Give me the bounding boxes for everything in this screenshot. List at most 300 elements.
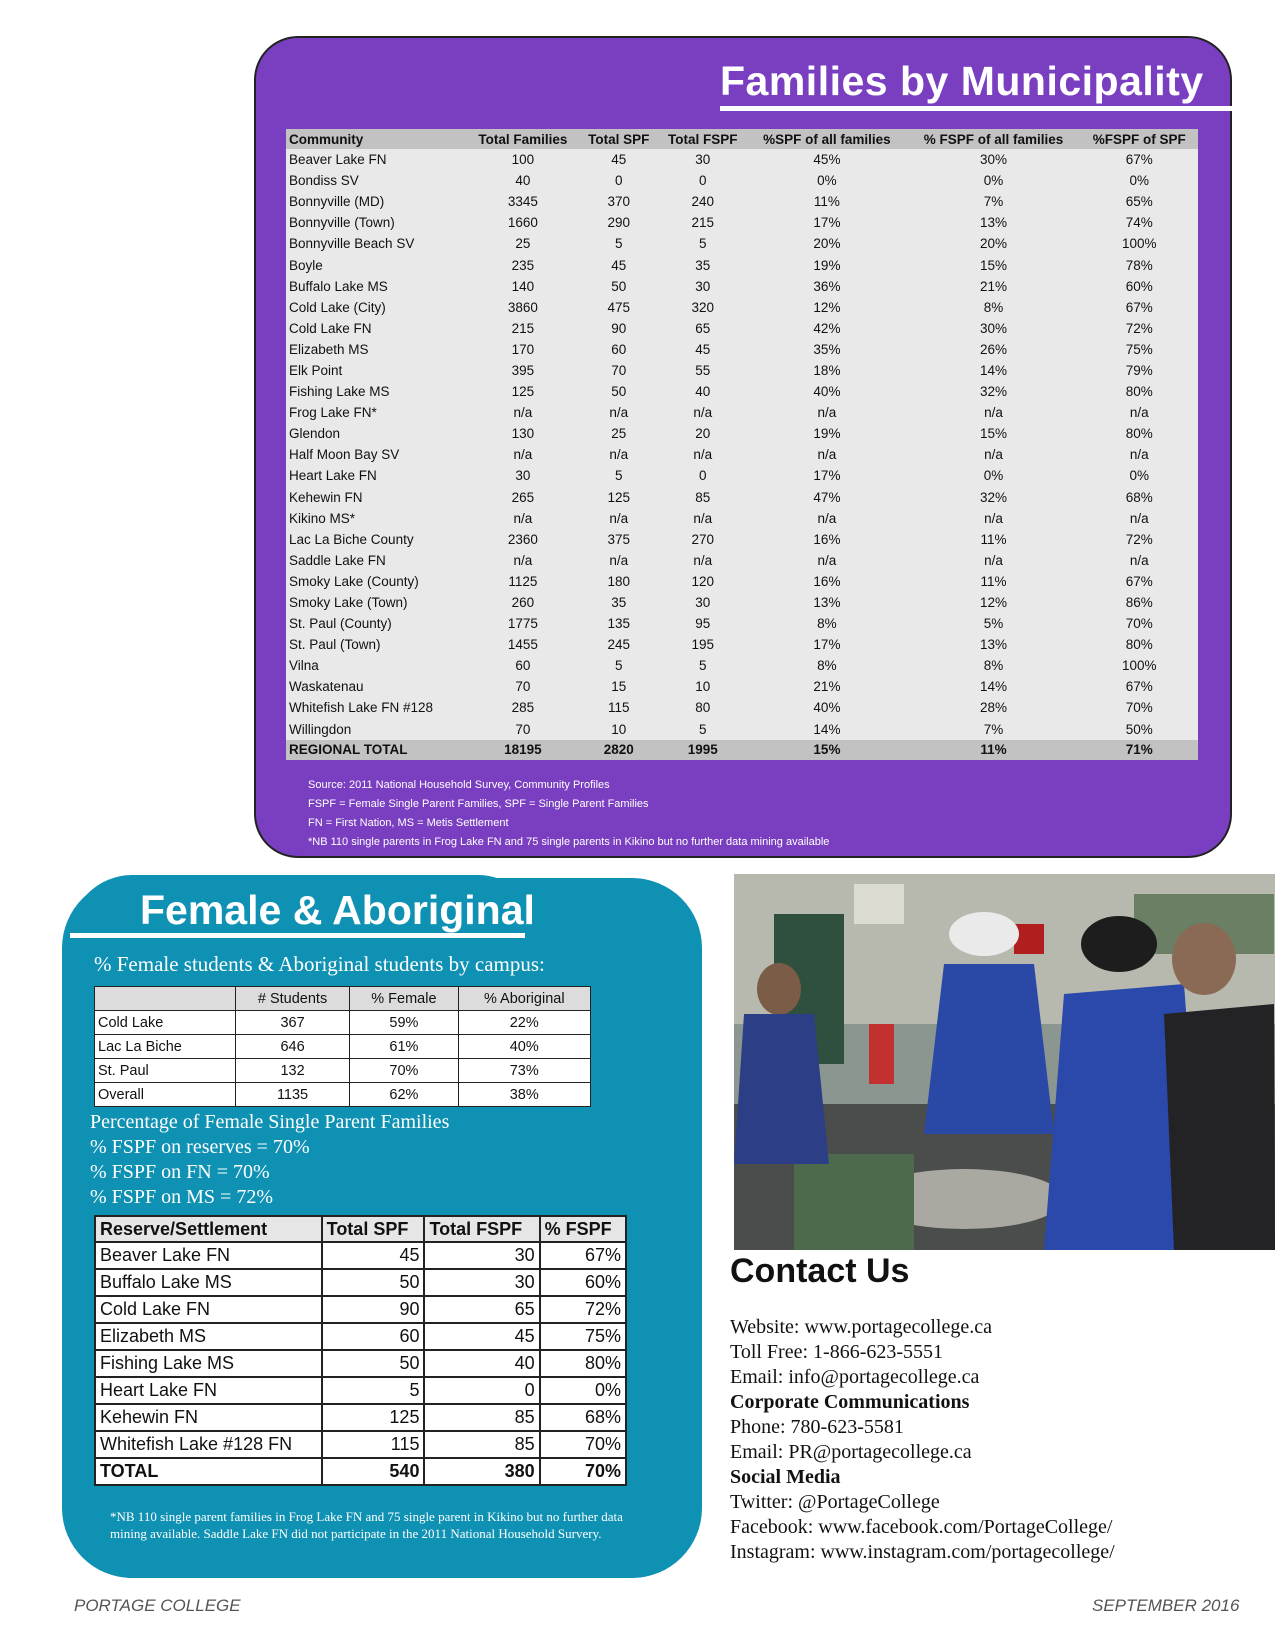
- municipality-cell: 240: [691, 194, 715, 210]
- municipality-cell: 265: [511, 489, 535, 505]
- municipality-cell: 70%: [1125, 700, 1153, 716]
- municipality-cell: Elk Point: [289, 362, 343, 378]
- municipality-cell: 14%: [813, 721, 841, 737]
- municipality-cell: 68%: [1125, 489, 1153, 505]
- municipality-row: [286, 719, 1198, 740]
- reserve-cell: 45: [322, 1242, 425, 1269]
- reserve-total-cell: TOTAL: [95, 1458, 322, 1485]
- municipality-cell: St. Paul (County): [289, 616, 392, 632]
- municipality-cell: 270: [691, 531, 715, 547]
- municipality-cell: 30: [695, 152, 711, 168]
- municipality-cell: 1125: [508, 573, 538, 589]
- municipality-total-cell: 1995: [658, 740, 747, 760]
- municipality-cell: 70%: [1125, 616, 1153, 632]
- municipality-cell: 5: [699, 236, 707, 252]
- municipality-cell: 78%: [1125, 257, 1153, 273]
- municipality-cell: n/a: [1129, 552, 1149, 568]
- municipality-cell: 19%: [813, 426, 841, 442]
- reserve-cell: 80%: [540, 1350, 626, 1377]
- municipality-title: Families by Municipality: [720, 58, 1204, 104]
- municipality-row: [286, 423, 1198, 444]
- reserve-cell: 70%: [540, 1431, 626, 1458]
- contact-us-title: Contact Us: [730, 1252, 910, 1290]
- municipality-cell: 65%: [1125, 194, 1153, 210]
- reserve-total-cell: 70%: [540, 1458, 626, 1485]
- municipality-cell: 28%: [980, 700, 1008, 716]
- reserve-cell: 0: [424, 1377, 539, 1404]
- campus-header-cell: # Students: [235, 987, 350, 1011]
- note-fn-ms-definition: FN = First Nation, MS = Metis Settlement: [308, 817, 509, 829]
- municipality-header-cell: %SPF of all families: [747, 129, 906, 149]
- municipality-cell: Bonnyville Beach SV: [289, 236, 415, 252]
- municipality-row: [286, 655, 1198, 676]
- twitter-handle[interactable]: Twitter: @PortageCollege: [730, 1491, 940, 1513]
- contact-email[interactable]: Email: info@portagecollege.ca: [730, 1366, 980, 1388]
- municipality-row: [286, 381, 1198, 402]
- municipality-total-row: [286, 740, 1198, 760]
- municipality-cell: 20%: [980, 236, 1008, 252]
- municipality-total-cell: 11%: [907, 740, 1081, 760]
- reserve-row: [95, 1431, 626, 1458]
- municipality-cell: 67%: [1125, 299, 1153, 315]
- campus-table-body: [95, 1011, 591, 1107]
- social-media-heading: Social Media: [730, 1466, 841, 1488]
- corporate-communications-heading: Corporate Communications: [730, 1391, 970, 1413]
- municipality-cell: 290: [607, 215, 630, 231]
- municipality-cell: 5: [699, 721, 707, 737]
- municipality-cell: 16%: [813, 573, 841, 589]
- reserve-cell: 90: [322, 1296, 425, 1323]
- municipality-row: [286, 634, 1198, 655]
- municipality-cell: 30%: [980, 152, 1008, 168]
- campus-cell: 22%: [458, 1011, 591, 1035]
- campus-cell: 59%: [350, 1011, 458, 1035]
- campus-cell: 38%: [458, 1083, 591, 1107]
- municipality-cell: 375: [607, 531, 630, 547]
- municipality-cell: Frog Lake FN*: [289, 405, 377, 421]
- reserve-row: [95, 1296, 626, 1323]
- municipality-cell: Cold Lake (City): [289, 299, 386, 315]
- reserve-cell: Kehewin FN: [95, 1404, 322, 1431]
- campus-cell: 1135: [235, 1083, 350, 1107]
- municipality-cell: 45: [611, 152, 627, 168]
- municipality-cell: 7%: [983, 194, 1004, 210]
- contact-toll-free: Toll Free: 1-866-623-5551: [730, 1341, 944, 1363]
- reserve-total-row: [95, 1458, 626, 1485]
- campus-cell: 73%: [458, 1059, 591, 1083]
- municipality-cell: 72%: [1125, 531, 1153, 547]
- municipality-cell: 80: [695, 700, 711, 716]
- municipality-row: [286, 444, 1198, 465]
- municipality-cell: 10: [611, 721, 627, 737]
- municipality-cell: Whitefish Lake FN #128: [289, 700, 434, 716]
- municipality-cell: 11%: [813, 194, 840, 210]
- municipality-total-cell: REGIONAL TOTAL: [286, 740, 467, 760]
- municipality-table-body: [286, 149, 1198, 760]
- campus-cell: St. Paul: [95, 1059, 236, 1083]
- municipality-cell: 50: [611, 278, 627, 294]
- campus-row: [95, 1059, 591, 1083]
- reserve-header-cell: Reserve/Settlement: [95, 1216, 322, 1242]
- municipality-cell: 5%: [983, 616, 1004, 632]
- municipality-cell: 70: [515, 679, 531, 695]
- female-aboriginal-title-underline: [70, 933, 525, 938]
- reserve-cell: Fishing Lake MS: [95, 1350, 322, 1377]
- municipality-cell: 15%: [980, 426, 1008, 442]
- municipality-cell: 74%: [1125, 215, 1153, 231]
- reserve-row: [95, 1377, 626, 1404]
- municipality-cell: n/a: [609, 447, 629, 463]
- reserve-cell: Beaver Lake FN: [95, 1242, 322, 1269]
- municipality-cell: 0%: [1129, 173, 1149, 189]
- municipality-cell: 75%: [1125, 341, 1153, 357]
- municipality-cell: Cold Lake FN: [289, 320, 372, 336]
- workshop-photo-illustration: [734, 874, 1275, 1250]
- municipality-cell: n/a: [609, 510, 629, 526]
- municipality-cell: 5: [699, 658, 707, 674]
- reserve-cell: 60%: [540, 1269, 626, 1296]
- municipality-row: [286, 508, 1198, 529]
- municipality-cell: 40: [515, 173, 531, 189]
- municipality-cell: 0%: [983, 468, 1004, 484]
- municipality-cell: 17%: [813, 215, 841, 231]
- note-source: Source: 2011 National Household Survey, Community Profiles: [308, 779, 610, 791]
- municipality-cell: 70: [611, 362, 627, 378]
- reserve-cell: 72%: [540, 1296, 626, 1323]
- municipality-row: [286, 170, 1198, 191]
- municipality-cell: 125: [607, 489, 630, 505]
- reserve-cell: 67%: [540, 1242, 626, 1269]
- reserve-cell: 50: [322, 1350, 425, 1377]
- municipality-cell: 180: [607, 573, 630, 589]
- municipality-cell: 170: [511, 341, 535, 357]
- municipality-cell: 13%: [980, 637, 1008, 653]
- fspf-heading: Percentage of Female Single Parent Families: [90, 1111, 450, 1133]
- municipality-cell: 79%: [1125, 362, 1153, 378]
- footer-organization: PORTAGE COLLEGE: [74, 1596, 241, 1615]
- reserve-cell: Cold Lake FN: [95, 1296, 322, 1323]
- municipality-cell: Bonnyville (Town): [289, 215, 395, 231]
- fspf-percentages: [90, 1110, 449, 1210]
- municipality-cell: Bondiss SV: [289, 173, 359, 189]
- municipality-cell: 100: [511, 152, 535, 168]
- municipality-cell: 0%: [983, 173, 1004, 189]
- contact-website[interactable]: Website: www.portagecollege.ca: [730, 1316, 992, 1338]
- municipality-cell: 26%: [980, 341, 1008, 357]
- municipality-cell: 1455: [507, 637, 538, 653]
- municipality-cell: n/a: [513, 447, 533, 463]
- municipality-cell: 130: [511, 426, 535, 442]
- municipality-cell: Fishing Lake MS: [289, 384, 390, 400]
- corporate-email[interactable]: Email: PR@portagecollege.ca: [730, 1441, 972, 1463]
- municipality-cell: 60: [611, 341, 627, 357]
- municipality-title-underline: [720, 106, 1235, 111]
- municipality-cell: n/a: [817, 447, 837, 463]
- municipality-row: [286, 676, 1198, 697]
- municipality-cell: 11%: [980, 573, 1007, 589]
- municipality-cell: 25: [515, 236, 531, 252]
- female-aboriginal-title: Female & Aboriginal: [140, 887, 535, 933]
- municipality-cell: 125: [511, 384, 535, 400]
- municipality-cell: 42%: [813, 320, 841, 336]
- municipality-cell: n/a: [693, 552, 713, 568]
- municipality-cell: Bonnyville (MD): [289, 194, 385, 210]
- footer-date: SEPTEMBER 2016: [1092, 1596, 1240, 1615]
- municipality-cell: 35: [611, 595, 627, 611]
- municipality-row: [286, 149, 1198, 170]
- municipality-cell: 80%: [1125, 426, 1153, 442]
- municipality-cell: 36%: [813, 278, 841, 294]
- municipality-row: [286, 592, 1198, 613]
- facebook-link[interactable]: Facebook: www.facebook.com/PortageCollege/: [730, 1516, 1113, 1538]
- municipality-cell: n/a: [817, 405, 837, 421]
- municipality-row: [286, 529, 1198, 550]
- municipality-cell: 13%: [813, 595, 841, 611]
- reserve-header-cell: Total FSPF: [424, 1216, 539, 1242]
- municipality-cell: n/a: [609, 405, 629, 421]
- municipality-row: [286, 571, 1198, 592]
- reserve-cell: Whitefish Lake #128 FN: [95, 1431, 322, 1458]
- municipality-cell: 80%: [1125, 384, 1153, 400]
- municipality-cell: 320: [691, 299, 715, 315]
- municipality-cell: 95: [695, 616, 711, 632]
- municipality-cell: 67%: [1125, 679, 1153, 695]
- reserve-table-body: [95, 1242, 626, 1485]
- municipality-cell: Boyle: [289, 257, 323, 273]
- municipality-cell: n/a: [817, 552, 837, 568]
- municipality-table: [286, 129, 1198, 760]
- reserve-total-cell: 540: [322, 1458, 425, 1485]
- municipality-cell: 14%: [980, 362, 1008, 378]
- municipality-cell: 1660: [507, 215, 538, 231]
- municipality-cell: 20: [695, 426, 711, 442]
- municipality-cell: Kikino MS*: [289, 510, 356, 526]
- fspf-ms: % FSPF on MS = 72%: [90, 1186, 273, 1208]
- municipality-row: [286, 402, 1198, 423]
- reserve-cell: 65: [424, 1296, 539, 1323]
- municipality-cell: n/a: [513, 510, 533, 526]
- municipality-cell: Smoky Lake (Town): [289, 595, 408, 611]
- reserve-cell: 115: [322, 1431, 425, 1458]
- reserve-row: [95, 1323, 626, 1350]
- municipality-cell: 35%: [813, 341, 841, 357]
- municipality-cell: 115: [607, 700, 630, 716]
- note-fspf-definition: FSPF = Female Single Parent Families, SPF = Single Parent Families: [308, 798, 649, 810]
- municipality-total-cell: 2820: [579, 740, 658, 760]
- municipality-cell: 16%: [813, 531, 841, 547]
- municipality-header-cell: % FSPF of all families: [907, 129, 1081, 149]
- municipality-cell: Half Moon Bay SV: [289, 447, 400, 463]
- reserve-cell: Buffalo Lake MS: [95, 1269, 322, 1296]
- campus-row: [95, 1035, 591, 1059]
- municipality-cell: 5: [614, 658, 623, 674]
- municipality-cell: Elizabeth MS: [289, 341, 369, 357]
- municipality-cell: 60%: [1125, 278, 1153, 294]
- municipality-row: [286, 360, 1198, 381]
- campus-cell: Lac La Biche: [95, 1035, 236, 1059]
- reserve-cell: 50: [322, 1269, 425, 1296]
- campus-row: [95, 1011, 591, 1035]
- municipality-row: [286, 233, 1198, 254]
- municipality-cell: n/a: [693, 447, 713, 463]
- municipality-cell: 30: [695, 595, 711, 611]
- municipality-cell: Vilna: [289, 658, 319, 674]
- municipality-cell: 55: [695, 362, 711, 378]
- municipality-cell: Lac La Biche County: [289, 531, 414, 547]
- municipality-cell: 285: [511, 700, 535, 716]
- municipality-cell: n/a: [984, 405, 1003, 421]
- reserve-settlement-table: [94, 1215, 627, 1486]
- municipality-cell: 50: [611, 384, 627, 400]
- municipality-cell: 30: [515, 468, 531, 484]
- campus-cell: 367: [235, 1011, 350, 1035]
- municipality-cell: 67%: [1125, 152, 1153, 168]
- municipality-cell: 0: [699, 468, 707, 484]
- municipality-cell: 215: [511, 320, 535, 336]
- municipality-cell: 2360: [507, 531, 538, 547]
- municipality-cell: Buffalo Lake MS: [289, 278, 388, 294]
- municipality-cell: 0: [699, 173, 707, 189]
- municipality-cell: 20%: [813, 236, 841, 252]
- municipality-cell: n/a: [513, 405, 533, 421]
- municipality-cell: n/a: [693, 510, 713, 526]
- municipality-cell: n/a: [984, 447, 1003, 463]
- reserve-cell: 85: [424, 1404, 539, 1431]
- municipality-cell: 7%: [983, 721, 1004, 737]
- municipality-cell: Kehewin FN: [289, 489, 363, 505]
- municipality-cell: 25: [611, 426, 627, 442]
- municipality-cell: 8%: [817, 658, 837, 674]
- municipality-total-cell: 18195: [467, 740, 580, 760]
- municipality-total-cell: 15%: [747, 740, 906, 760]
- municipality-cell: 21%: [813, 679, 841, 695]
- campus-header-cell: [95, 987, 236, 1011]
- reserve-cell: Elizabeth MS: [95, 1323, 322, 1350]
- municipality-cell: 120: [691, 573, 715, 589]
- municipality-cell: 0: [614, 173, 623, 189]
- municipality-cell: 215: [691, 215, 715, 231]
- municipality-row: [286, 191, 1198, 212]
- municipality-cell: 260: [511, 595, 535, 611]
- municipality-cell: 32%: [980, 489, 1008, 505]
- municipality-cell: 395: [511, 362, 535, 378]
- campus-cell: 132: [235, 1059, 350, 1083]
- reserve-row: [95, 1404, 626, 1431]
- reserve-cell: 30: [424, 1269, 539, 1296]
- municipality-cell: 70: [515, 721, 531, 737]
- reserve-row: [95, 1350, 626, 1377]
- municipality-cell: 8%: [983, 658, 1004, 674]
- reserve-cell: Heart Lake FN: [95, 1377, 322, 1404]
- reserve-cell: 68%: [540, 1404, 626, 1431]
- reserve-cell: 45: [424, 1323, 539, 1350]
- municipality-cell: 3860: [507, 299, 538, 315]
- municipality-cell: 80%: [1125, 637, 1153, 653]
- municipality-cell: 50%: [1125, 721, 1153, 737]
- contact-details: [730, 1315, 1115, 1565]
- municipality-cell: 18%: [813, 362, 841, 378]
- municipality-cell: n/a: [693, 405, 713, 421]
- municipality-cell: 10: [695, 679, 711, 695]
- municipality-cell: Heart Lake FN: [289, 468, 377, 484]
- municipality-cell: 72%: [1125, 320, 1153, 336]
- municipality-row: [286, 697, 1198, 718]
- municipality-row: [286, 487, 1198, 508]
- municipality-cell: 475: [607, 299, 630, 315]
- municipality-cell: 32%: [980, 384, 1008, 400]
- municipality-cell: n/a: [1129, 510, 1149, 526]
- municipality-cell: n/a: [609, 552, 629, 568]
- campus-cell: Cold Lake: [95, 1011, 236, 1035]
- municipality-cell: 0%: [817, 173, 837, 189]
- reserve-cell: 125: [322, 1404, 425, 1431]
- municipality-cell: 12%: [813, 299, 841, 315]
- municipality-row: [286, 297, 1198, 318]
- municipality-header-cell: Total Families: [467, 129, 580, 149]
- municipality-cell: n/a: [817, 510, 837, 526]
- municipality-cell: 40%: [813, 384, 841, 400]
- campus-cell: 61%: [350, 1035, 458, 1059]
- municipality-cell: 30: [695, 278, 711, 294]
- municipality-cell: 235: [511, 257, 535, 273]
- municipality-cell: 15: [611, 679, 627, 695]
- municipality-cell: 1775: [507, 616, 538, 632]
- municipality-cell: 140: [511, 278, 535, 294]
- municipality-header-cell: Community: [286, 129, 467, 149]
- municipality-cell: 21%: [980, 278, 1008, 294]
- municipality-cell: 17%: [813, 637, 841, 653]
- municipality-cell: n/a: [1129, 447, 1149, 463]
- municipality-row: [286, 339, 1198, 360]
- municipality-row: [286, 465, 1198, 486]
- reserve-row: [95, 1269, 626, 1296]
- reserve-header-cell: Total SPF: [322, 1216, 425, 1242]
- municipality-cell: 35: [695, 257, 711, 273]
- municipality-cell: Glendon: [289, 426, 341, 442]
- fspf-reserves: % FSPF on reserves = 70%: [90, 1136, 310, 1158]
- municipality-cell: 135: [607, 616, 630, 632]
- municipality-cell: 86%: [1125, 595, 1153, 611]
- municipality-cell: n/a: [513, 552, 533, 568]
- municipality-cell: 60: [515, 658, 531, 674]
- municipality-row: [286, 613, 1198, 634]
- municipality-row: [286, 550, 1198, 571]
- municipality-row: [286, 212, 1198, 233]
- municipality-cell: Waskatenau: [289, 679, 364, 695]
- reserve-cell: 75%: [540, 1323, 626, 1350]
- municipality-cell: Willingdon: [289, 721, 352, 737]
- municipality-notes: [308, 776, 829, 852]
- municipality-cell: 45: [611, 257, 627, 273]
- campus-header-cell: % Female: [350, 987, 458, 1011]
- municipality-cell: 8%: [983, 299, 1004, 315]
- municipality-cell: 8%: [817, 616, 837, 632]
- note-frog-lake-kikino: *NB 110 single parents in Frog Lake FN and 75 single parents in Kikino but no further data mining available: [308, 836, 830, 848]
- municipality-cell: 45%: [813, 152, 841, 168]
- municipality-cell: 40: [695, 384, 711, 400]
- campus-cell: 70%: [350, 1059, 458, 1083]
- campus-cell: 62%: [350, 1083, 458, 1107]
- campus-header-cell: % Aboriginal: [458, 987, 591, 1011]
- municipality-cell: St. Paul (Town): [289, 637, 381, 653]
- municipality-cell: 100%: [1121, 236, 1157, 252]
- municipality-cell: 0%: [1129, 468, 1149, 484]
- campus-cell: 646: [235, 1035, 350, 1059]
- municipality-row: [286, 276, 1198, 297]
- reserve-table-header: [95, 1216, 626, 1242]
- instagram-link[interactable]: Instagram: www.instagram.com/portagecollege/: [730, 1541, 1115, 1563]
- municipality-cell: 245: [607, 637, 630, 653]
